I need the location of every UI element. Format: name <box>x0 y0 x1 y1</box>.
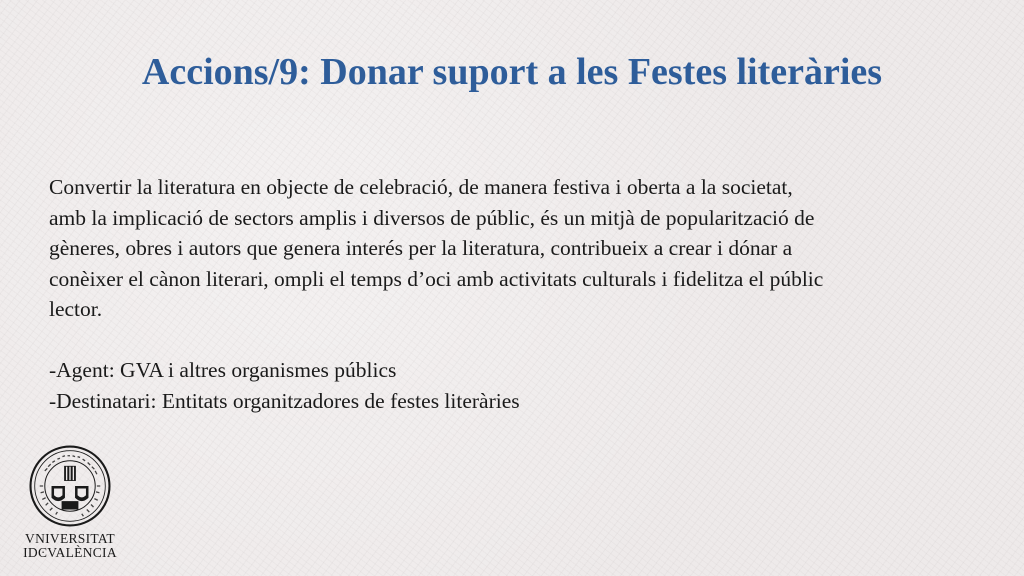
agent-line: -Agent: GVA i altres organismes públics <box>49 358 397 382</box>
slide-body <box>49 172 979 416</box>
body-line: lector. <box>49 297 103 321</box>
logo-text-line1: VNIVERSITAT <box>25 531 115 546</box>
body-line: Convertir la literatura en objecte de celebració, de manera festiva i oberta a la societat, <box>49 175 793 199</box>
recipients-line: -Destinatari: Entitats organitzadores de festes literàries <box>49 388 520 413</box>
body-line: conèixer el cànon literari, ompli el temps d’oci amb activitats culturals i fidelitza el públic <box>49 266 824 291</box>
body-line: amb la implicació de sectors amplis i diversos de públic, és un mitjà de popularització de <box>49 205 815 230</box>
paragraph-gap <box>49 325 979 356</box>
body-line: gèneres, obres i autors que genera interés per la literatura, contribueix a crear i dónar a <box>49 236 793 260</box>
university-logo <box>18 438 122 564</box>
logo-text-line2: IDϾVALÈNCIA <box>23 545 117 560</box>
slide-title: Accions/9: Donar suport a les Festes literàries <box>141 51 883 93</box>
university-seal-icon <box>28 444 112 528</box>
